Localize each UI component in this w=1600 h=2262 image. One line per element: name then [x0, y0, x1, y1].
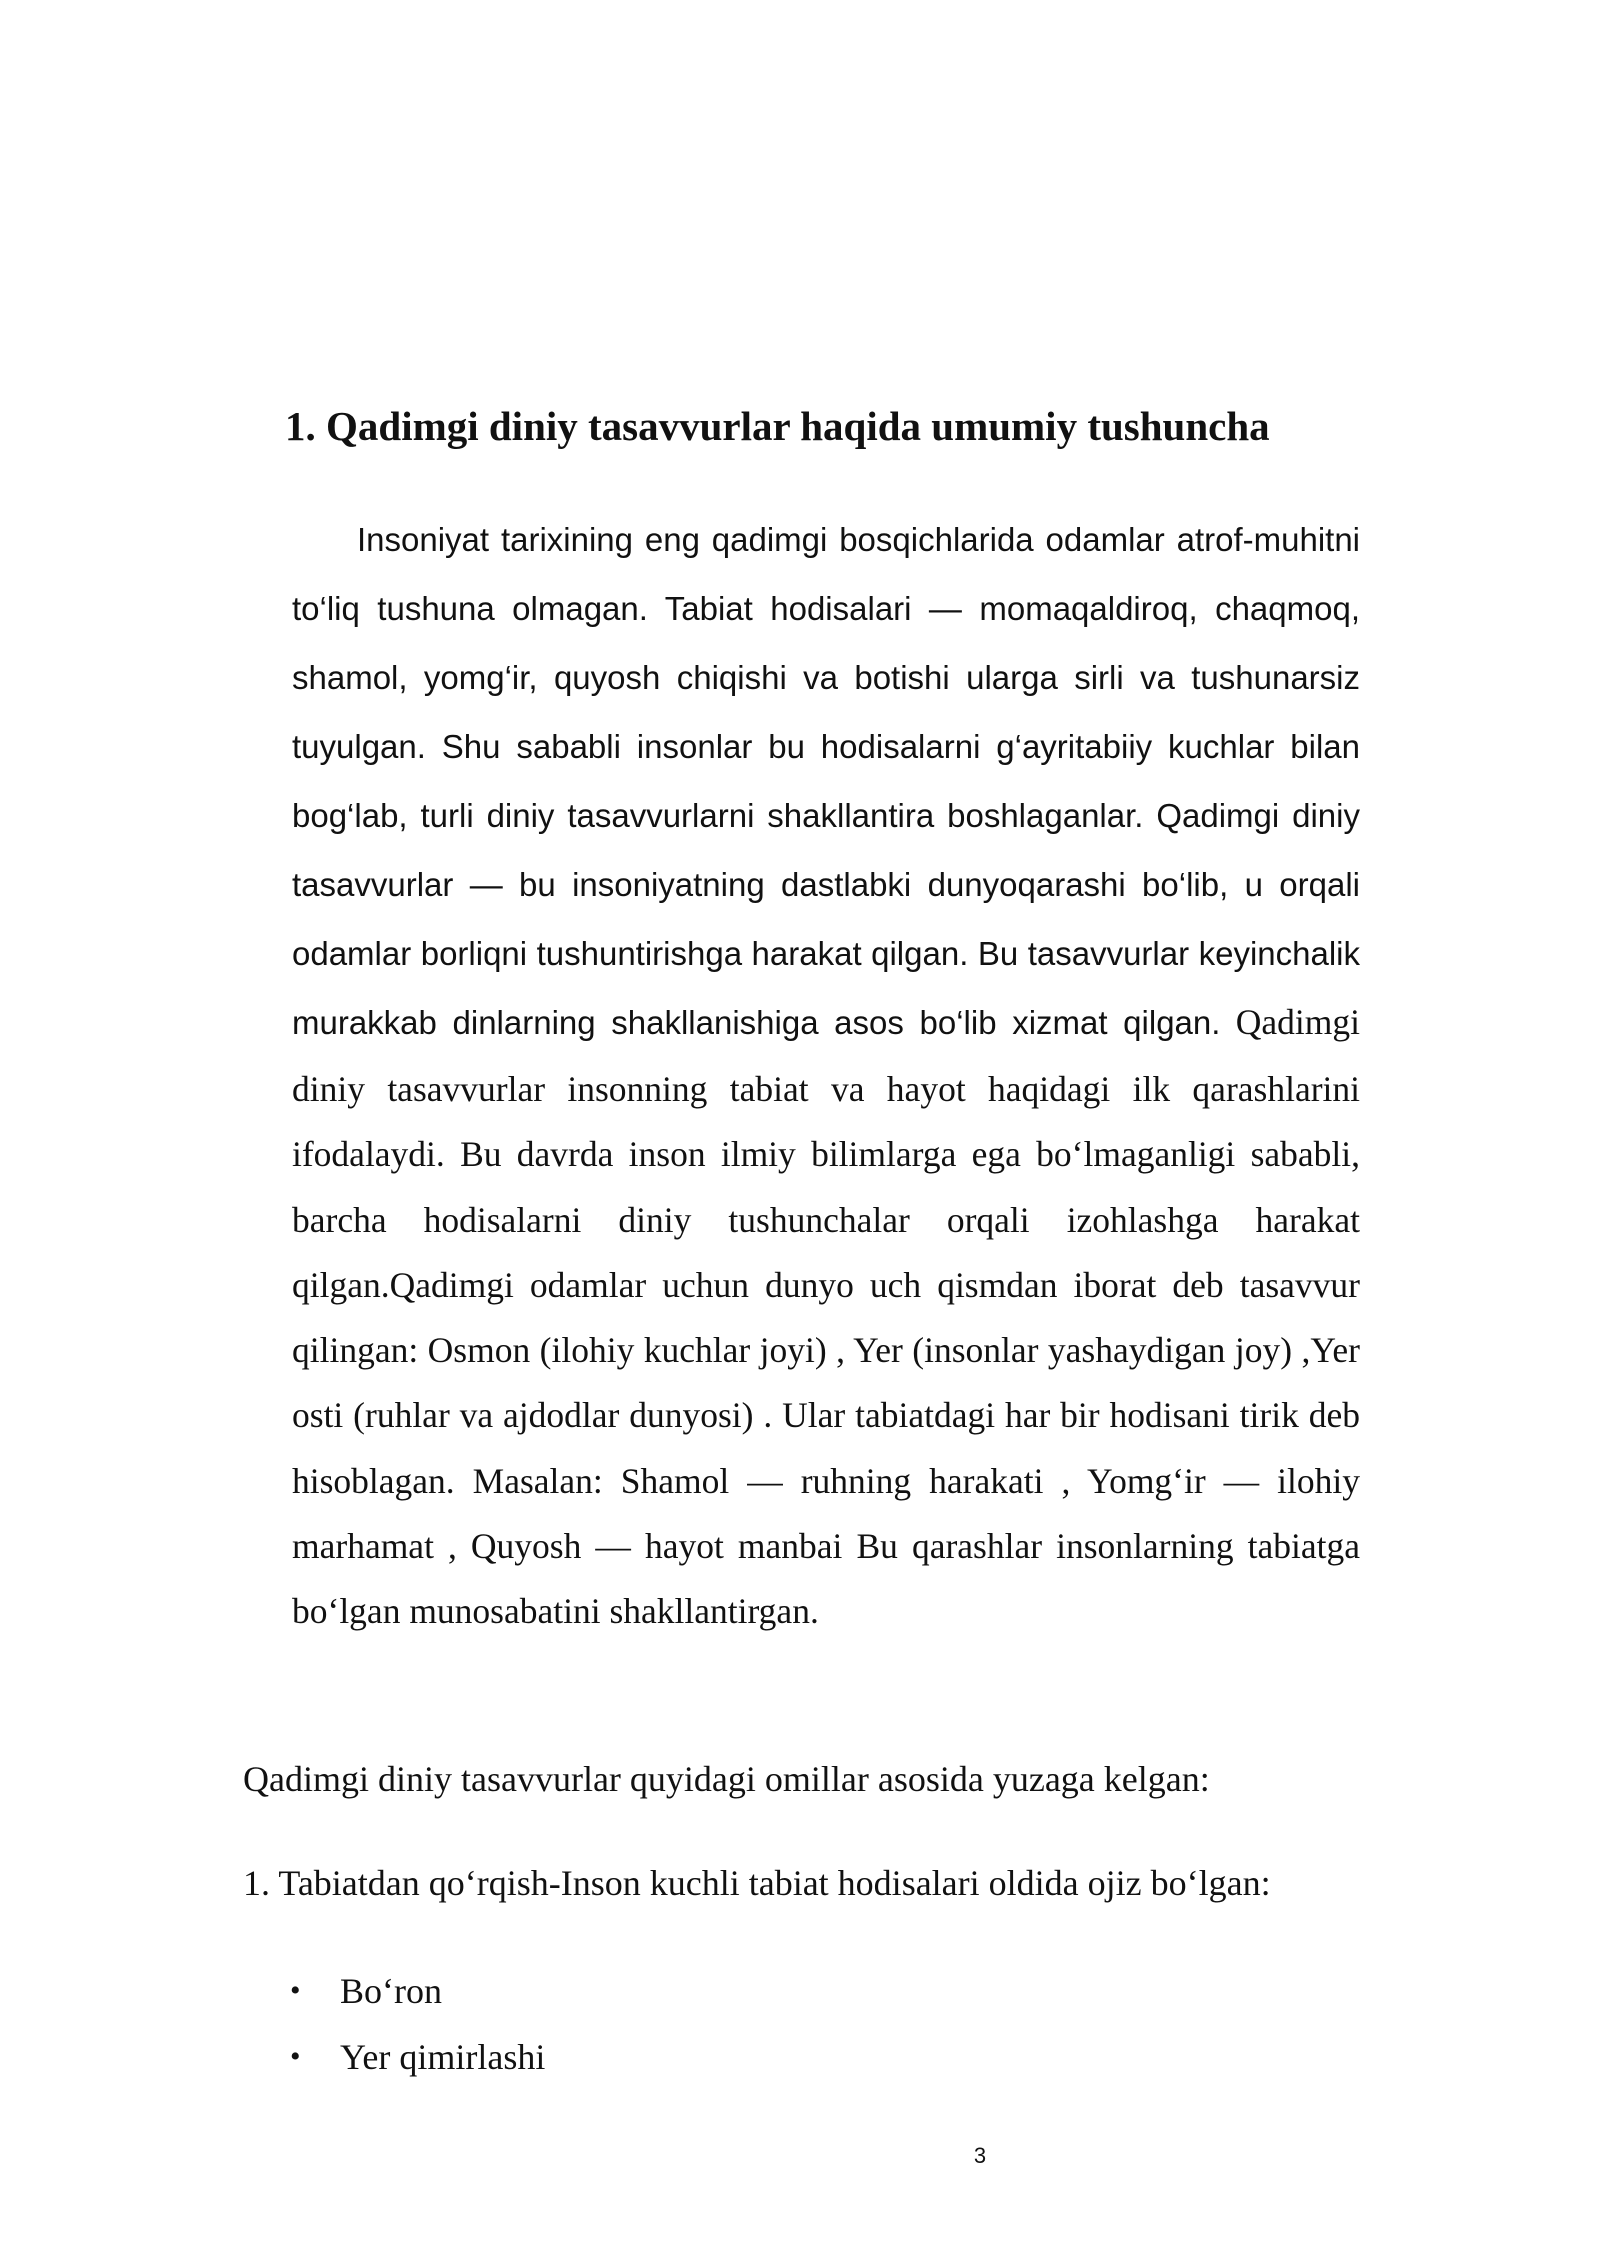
bullet-icon: •	[290, 2040, 301, 2073]
paragraph-serif-part: Qadimgi diniy tasavvurlar insonning tabiat va hayot haqidagi ilk qarashlarini ifodalaydi. Bu davrda inson ilmiy bilimlarga ega bo‘lmaganligi sababli, barcha hodisalarni diniy tushunchalar orqali izohlashga harakat qilgan.Qadimgi odamlar uchun dunyo uch qismdan iborat deb tasavvur qilingan: Osmon (ilohiy kuchlar joyi) , Yer (insonlar yashaydigan joy) ,Yer osti (ruhlar va ajdodlar dunyosi) . Ular tabiatdagi har bir hodisani tirik deb hisoblagan. Masalan: Shamol — ruhning harakati , Yomg‘ir — ilohiy marhamat , Quyosh — hayot manbai Bu qarashlar insonlarning tabiatga bo‘lgan munosabatini shakllantirgan.	[292, 1002, 1360, 1632]
list-item	[290, 2024, 545, 2090]
bullet-icon: •	[290, 1974, 301, 2007]
bullet-list	[290, 1958, 545, 2090]
list-item-text: Bo‘ron	[340, 1971, 442, 2011]
list-item-text: Yer qimirlashi	[340, 2037, 546, 2077]
paragraph-text	[292, 505, 1360, 1645]
section-heading: 1. Qadimgi diniy tasavvurlar haqida umumiy tushuncha	[285, 403, 1270, 449]
paragraph-sans-part: Insoniyat tarixining eng qadimgi bosqichlarida odamlar atrof-muhitni to‘liq tushuna olmagan. Tabiat hodisalari — momaqaldiroq, chaqmoq, shamol, yomg‘ir, quyosh chiqishi va botishi ularga sirli va tushunarsiz tuyulgan. Shu sababli insonlar bu hodisalarni g‘ayritabiiy kuchlar bilan bog‘lab, turli diniy tasavvurlarni shakllantira boshlaganlar. Qadimgi diniy tasavvurlar — bu insoniyatning dastlabki dunyoqarashi bo‘lib, u orqali odamlar borliqni tushuntirishga harakat qilgan. Bu tasavvurlar keyinchalik murakkab dinlarning shakllanishiga asos bo‘lib xizmat qilgan.	[292, 521, 1360, 1041]
factors-intro: Qadimgi diniy tasavvurlar quyidagi omillar asosida yuzaga kelgan:	[243, 1759, 1210, 1799]
page-number: 3	[973, 2143, 987, 2168]
body-paragraph	[292, 505, 1360, 1645]
list-item	[290, 1958, 545, 2024]
factor-item-1: 1. Tabiatdan qo‘rqish-Inson kuchli tabiat hodisalari oldida ojiz bo‘lgan:	[243, 1863, 1271, 1903]
